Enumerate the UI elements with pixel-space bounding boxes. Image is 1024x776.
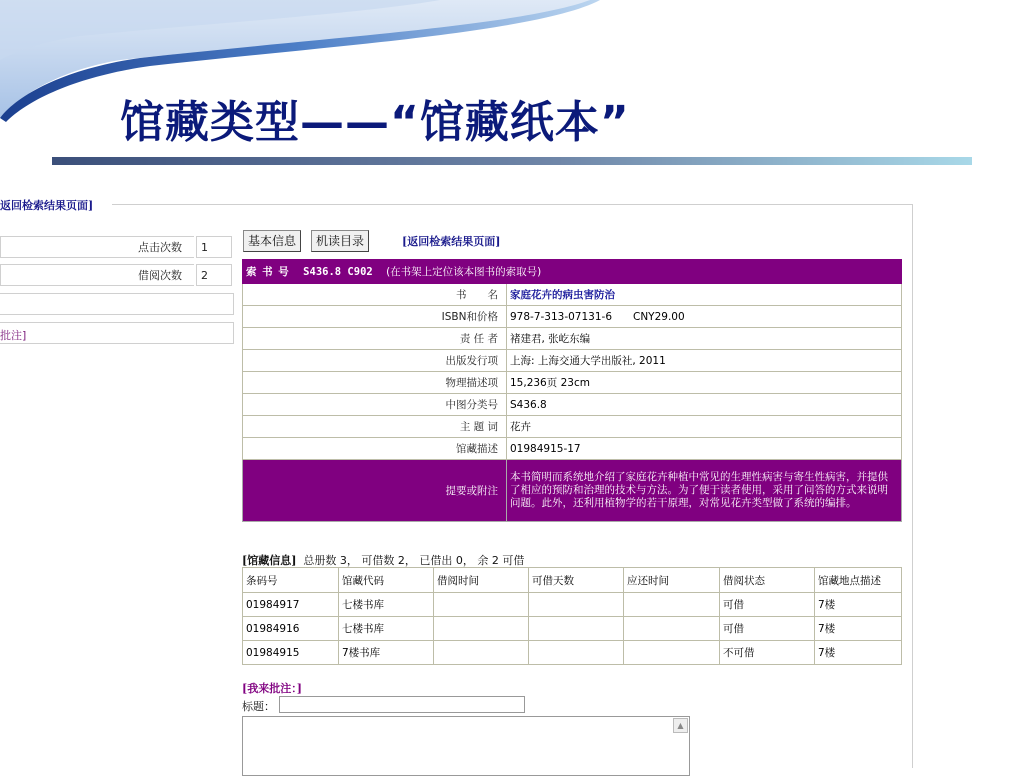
holdings-heading — [242, 552, 524, 568]
borrows-label: 借阅次数 — [0, 264, 194, 286]
holdings-header-row — [243, 568, 902, 593]
scroll-up-icon[interactable]: ▲ — [673, 718, 688, 733]
marc-record-button[interactable]: 机读目录 — [311, 230, 369, 252]
col-loan-days: 可借天数 — [529, 568, 624, 593]
field-value: 15,236页 23cm — [507, 372, 902, 394]
back-to-results-link-left[interactable]: 返回检索结果页面] — [0, 199, 94, 212]
field-value: S436.8 — [507, 394, 902, 416]
cell-status: 可借 — [720, 593, 815, 617]
field-label: 出版发行项 — [243, 350, 507, 372]
cell-status: 可借 — [720, 617, 815, 641]
field-value: 上海: 上海交通大学出版社, 2011 — [507, 350, 902, 372]
cell-location-code: 7楼书库 — [339, 641, 434, 665]
panel-note-box — [0, 322, 234, 344]
title-underline — [52, 157, 972, 165]
borrows-value: 2 — [196, 264, 232, 286]
field-label: ISBN和价格 — [243, 306, 507, 328]
field-label: 书 名 — [243, 284, 507, 306]
annotation-heading: [我来批注：] — [242, 682, 302, 695]
field-label: 中图分类号 — [243, 394, 507, 416]
basic-info-button[interactable]: 基本信息 — [243, 230, 301, 252]
cell-location: 7楼 — [815, 617, 902, 641]
record-row-classification — [243, 394, 902, 416]
cell-barcode: 01984915 — [243, 641, 339, 665]
cell-loan-days — [529, 593, 624, 617]
cell-due-date — [624, 641, 720, 665]
field-value: 01984915-17 — [507, 438, 902, 460]
holdings-table — [242, 567, 902, 665]
cell-borrow-time — [434, 617, 529, 641]
clicks-label: 点击次数 — [0, 236, 194, 258]
field-value: 花卉 — [507, 416, 902, 438]
panel-top-border — [112, 204, 912, 205]
call-number-row — [243, 260, 902, 284]
field-label: 馆藏描述 — [243, 438, 507, 460]
annotation-textarea[interactable] — [242, 716, 690, 776]
table-row — [243, 593, 902, 617]
cell-borrow-time — [434, 641, 529, 665]
call-number-value: S436.8 C902 — [303, 266, 373, 278]
cell-barcode: 01984917 — [243, 593, 339, 617]
cell-loan-days — [529, 641, 624, 665]
record-row-publisher — [243, 350, 902, 372]
subject-input[interactable] — [279, 696, 525, 713]
record-row-author — [243, 328, 902, 350]
record-row-physical — [243, 372, 902, 394]
col-location-code: 馆藏代码 — [339, 568, 434, 593]
col-borrow-time: 借阅时间 — [434, 568, 529, 593]
record-row-summary — [243, 460, 902, 522]
back-to-results-link[interactable]: [返回检索结果页面] — [402, 235, 501, 248]
clicks-value: 1 — [196, 236, 232, 258]
field-value: 978-7-313-07131-6 CNY29.00 — [507, 306, 902, 328]
record-row-subject — [243, 416, 902, 438]
table-row — [243, 617, 902, 641]
call-number-hint: (在书架上定位该本图书的索取号) — [386, 266, 542, 278]
call-number-label: 索 书 号 — [246, 266, 290, 278]
summary-text: 本书简明而系统地介绍了家庭花卉种植中常见的生理性病害与寄生性病害，并提供了相应的预防和治理的技术与方法。为了便于读者使用，采用了问答的方式来说明问题。此外，还利用植物学的若干原理，对常见花卉类型做了系统的编排。 — [507, 460, 902, 522]
col-due-date: 应还时间 — [624, 568, 720, 593]
cell-borrow-time — [434, 593, 529, 617]
cell-location: 7楼 — [815, 641, 902, 665]
field-label: 责 任 者 — [243, 328, 507, 350]
col-location: 馆藏地点描述 — [815, 568, 902, 593]
holdings-title: [馆藏信息] — [242, 554, 297, 567]
annotate-link-left[interactable]: 批注] — [0, 329, 27, 342]
field-label: 主 题 词 — [243, 416, 507, 438]
panel-empty-box — [0, 293, 234, 315]
holdings-summary: 总册数 3， 可借数 2， 已借出 0， 余 2 可借 — [303, 554, 525, 567]
summary-label: 提要或附注 — [243, 460, 507, 522]
slide-title: 馆藏类型——“馆藏纸本” — [120, 97, 630, 148]
field-label: 物理描述项 — [243, 372, 507, 394]
cell-location-code: 七楼书库 — [339, 593, 434, 617]
record-table — [242, 259, 902, 522]
cell-status: 不可借 — [720, 641, 815, 665]
subject-label: 标题： — [242, 700, 275, 713]
record-row-holdings-desc — [243, 438, 902, 460]
table-row — [243, 641, 902, 665]
cell-location: 7楼 — [815, 593, 902, 617]
cell-due-date — [624, 593, 720, 617]
cell-barcode: 01984916 — [243, 617, 339, 641]
record-row-title — [243, 284, 902, 306]
book-title-link[interactable]: 家庭花卉的病虫害防治 — [507, 284, 902, 306]
record-row-isbn — [243, 306, 902, 328]
col-barcode: 条码号 — [243, 568, 339, 593]
cell-loan-days — [529, 617, 624, 641]
col-status: 借阅状态 — [720, 568, 815, 593]
panel-right-border — [912, 204, 913, 768]
cell-due-date — [624, 617, 720, 641]
cell-location-code: 七楼书库 — [339, 617, 434, 641]
field-value: 褚建君, 张屹东编 — [507, 328, 902, 350]
